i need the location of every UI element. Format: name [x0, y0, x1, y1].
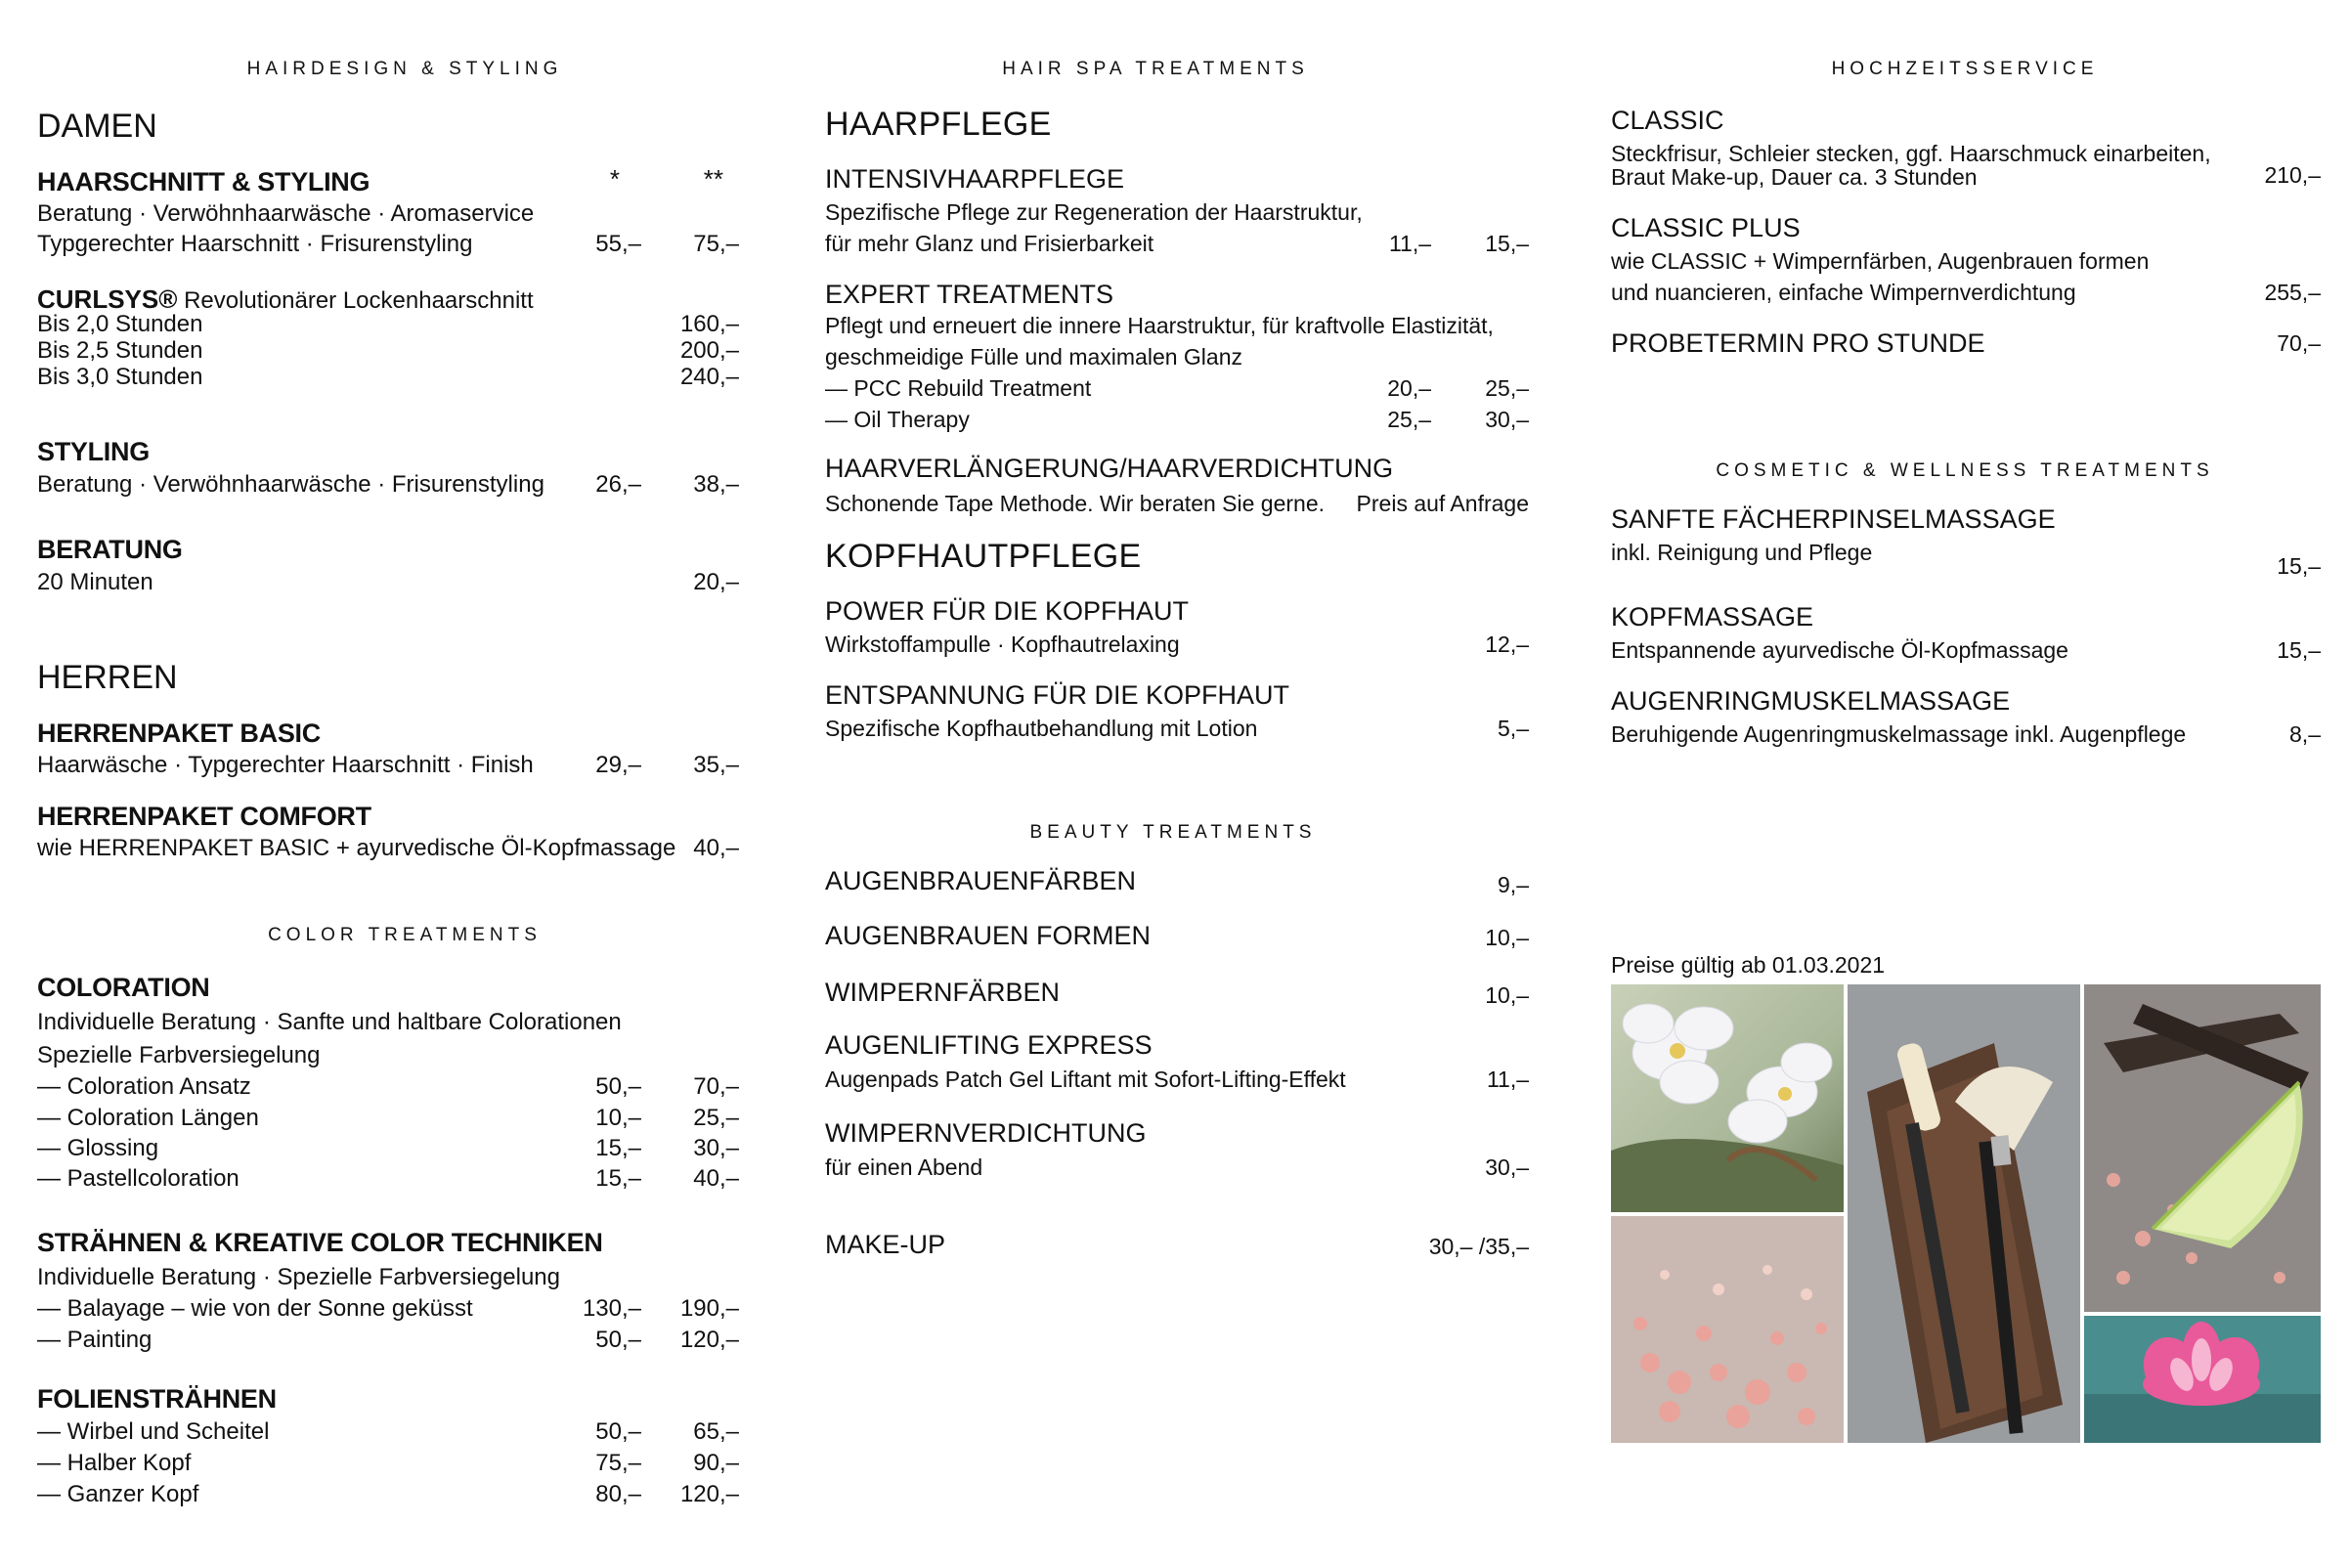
- folien-row-price-1: 50,–: [595, 1418, 641, 1445]
- salt-photo: [1611, 1216, 1844, 1443]
- folien-row-price-1: 75,–: [595, 1450, 641, 1476]
- folien-row-label: — Halber Kopf: [37, 1450, 192, 1476]
- price-haarverlaengerung: Preis auf Anfrage: [1356, 491, 1529, 516]
- price-beauty: 11,–: [1486, 1067, 1529, 1092]
- coloration-row-price-2: 25,–: [693, 1105, 739, 1131]
- price-herrenpaket-comfort: 40,–: [693, 835, 739, 861]
- section-header-cosmetic: COSMETIC & WELLNESS TREATMENTS: [1716, 460, 2214, 481]
- item-title-expert-treatments: EXPERT TREATMENTS: [825, 280, 1114, 309]
- straehnen-row-price-1: 50,–: [595, 1327, 641, 1353]
- price-beauty: 30,–: [1485, 1154, 1529, 1180]
- lotus-photo: [2084, 1316, 2321, 1443]
- price-classic-plus: 255,–: [2264, 280, 2321, 305]
- salt-illustration: [1611, 1216, 1844, 1443]
- item-desc-coloration-1: Individuelle Beratung · Sanfte und haltbare Colorationen: [37, 1009, 622, 1035]
- price-beauty: 10,–: [1485, 982, 1529, 1008]
- item-title-classic: CLASSIC: [1611, 106, 1724, 135]
- section-header-hairdesign: HAIRDESIGN & STYLING: [246, 59, 563, 79]
- validity-note: Preise gültig ab 01.03.2021: [1611, 952, 1886, 978]
- item-title-herrenpaket-basic: HERRENPAKET BASIC: [37, 719, 321, 748]
- item-title-haarverlaengerung: HAARVERLÄNGERUNG/HAARVERDICHTUNG: [825, 454, 1394, 483]
- folien-row-price-2: 90,–: [693, 1450, 739, 1476]
- item-desc-haarverlaengerung: Schonende Tape Methode. Wir beraten Sie gerne.: [825, 491, 1326, 516]
- price-intensiv-1: 11,–: [1388, 231, 1431, 256]
- item-desc-kopfmassage: Entspannende ayurvedische Öl-Kopfmassage: [1611, 637, 2068, 663]
- item-title-kopfmassage: KOPFMASSAGE: [1611, 602, 1814, 632]
- section-header-beauty: BEAUTY TREATMENTS: [1029, 822, 1317, 843]
- item-desc-expert-1: Pflegt und erneuert die innere Haarstruktur, für kraftvolle Elastizität,: [825, 313, 1494, 338]
- item-title-haarschnitt: HAARSCHNITT & STYLING: [37, 167, 370, 196]
- price-beauty: 30,– /35,–: [1428, 1234, 1529, 1259]
- expert-row-label: — Oil Therapy: [825, 407, 970, 432]
- expert-row-price-1: 20,–: [1387, 375, 1431, 401]
- section-header-hair-spa: HAIR SPA TREATMENTS: [1002, 59, 1309, 79]
- item-title-beauty: MAKE-UP: [825, 1230, 946, 1259]
- lime-illustration: [2084, 984, 2321, 1312]
- item-desc-beauty: Augenpads Patch Gel Liftant mit Sofort-Lifting-Effekt: [825, 1067, 1346, 1092]
- price-classic: 210,–: [2264, 162, 2321, 188]
- coloration-row-price-1: 10,–: [595, 1105, 641, 1131]
- item-title-straehnen: STRÄHNEN & KREATIVE COLOR TECHNIKEN: [37, 1228, 603, 1257]
- item-desc-augenring: Beruhigende Augenringmuskelmassage inkl. Augenpflege: [1611, 721, 2187, 747]
- orchid-photo: [1611, 984, 1844, 1212]
- expert-row-label: — PCC Rebuild Treatment: [825, 375, 1092, 401]
- straehnen-row-price-2: 120,–: [679, 1327, 739, 1353]
- price-entspannung-kopfhaut: 5,–: [1498, 716, 1529, 741]
- item-desc-classic-2: Braut Make-up, Dauer ca. 3 Stunden: [1611, 164, 1978, 190]
- coloration-row-label: — Pastellcoloration: [37, 1165, 239, 1192]
- item-desc-styling: Beratung · Verwöhnhaarwäsche · Frisurenstyling: [37, 471, 544, 498]
- item-desc-power-kopfhaut: Wirkstoffampulle · Kopfhautrelaxing: [825, 632, 1180, 657]
- item-title-coloration: COLORATION: [37, 973, 210, 1002]
- straehnen-row-price-2: 190,–: [679, 1295, 739, 1322]
- expert-row-price-1: 25,–: [1387, 407, 1431, 432]
- category-haarpflege: HAARPFLEGE: [825, 106, 1052, 143]
- item-title-beauty: AUGENBRAUENFÄRBEN: [825, 866, 1137, 895]
- brushes-illustration: [1848, 984, 2080, 1443]
- coloration-row-price-2: 40,–: [693, 1165, 739, 1192]
- item-desc-haarschnitt-1: Beratung · Verwöhnhaarwäsche · Aromaservice: [37, 200, 535, 227]
- brushes-photo: [1848, 984, 2080, 1443]
- curlsys-row-price: 200,–: [679, 337, 739, 364]
- item-desc-classic-plus-2: und nuancieren, einfache Wimpernverdichtung: [1611, 280, 2076, 305]
- price-beauty: 9,–: [1498, 872, 1529, 897]
- coloration-row-price-2: 70,–: [693, 1073, 739, 1100]
- price-herrenpaket-basic-1: 29,–: [595, 752, 641, 778]
- straehnen-row-price-1: 130,–: [582, 1295, 641, 1322]
- folien-row-price-2: 65,–: [693, 1418, 739, 1445]
- item-title-beauty: WIMPERNFÄRBEN: [825, 978, 1061, 1007]
- item-title-entspannung-kopfhaut: ENTSPANNUNG FÜR DIE KOPFHAUT: [825, 680, 1290, 710]
- coloration-row-price-1: 15,–: [595, 1165, 641, 1192]
- item-title-faecherpinsel: SANFTE FÄCHERPINSELMASSAGE: [1611, 504, 2056, 534]
- item-title-beauty: AUGENBRAUEN FORMEN: [825, 921, 1152, 950]
- price-augenring: 8,–: [2289, 721, 2321, 747]
- category-kopfhautpflege: KOPFHAUTPFLEGE: [825, 538, 1142, 575]
- coloration-row-price-1: 15,–: [595, 1135, 641, 1161]
- item-title-power-kopfhaut: POWER FÜR DIE KOPFHAUT: [825, 596, 1190, 626]
- item-desc-entspannung-kopfhaut: Spezifische Kopfhautbehandlung mit Lotion: [825, 716, 1258, 741]
- coloration-row-label: — Glossing: [37, 1135, 159, 1161]
- item-title-styling: STYLING: [37, 437, 150, 466]
- price-haarschnitt-2: 75,–: [693, 231, 739, 257]
- curlsys-subtitle: Revolutionärer Lockenhaarschnitt: [177, 287, 534, 314]
- price-kopfmassage: 15,–: [2277, 637, 2321, 663]
- section-header-color: COLOR TREATMENTS: [268, 925, 542, 945]
- item-title-classic-plus: CLASSIC PLUS: [1611, 213, 1801, 242]
- curlsys-brand: CURLSYS®: [37, 284, 178, 314]
- item-title-beratung: BERATUNG: [37, 535, 183, 564]
- item-desc-beratung: 20 Minuten: [37, 569, 153, 595]
- price-power-kopfhaut: 12,–: [1485, 632, 1529, 657]
- curlsys-row-price: 160,–: [679, 311, 739, 337]
- item-desc-coloration-2: Spezielle Farbversiegelung: [37, 1042, 321, 1068]
- section-header-hochzeit: HOCHZEITSSERVICE: [1831, 59, 2099, 79]
- item-desc-haarschnitt-2: Typgerechter Haarschnitt · Frisurenstyling: [37, 231, 473, 257]
- folien-row-label: — Wirbel und Scheitel: [37, 1418, 270, 1445]
- expert-row-price-2: 25,–: [1485, 375, 1529, 401]
- item-desc-straehnen: Individuelle Beratung · Spezielle Farbversiegelung: [37, 1264, 560, 1290]
- item-desc-classic-plus-1: wie CLASSIC + Wimpernfärben, Augenbrauen formen: [1611, 248, 2150, 274]
- coloration-row-label: — Coloration Ansatz: [37, 1073, 251, 1100]
- price-herrenpaket-basic-2: 35,–: [693, 752, 739, 778]
- curlsys-row-label: Bis 2,0 Stunden: [37, 311, 203, 337]
- price-haarschnitt-1: 55,–: [595, 231, 641, 257]
- price-styling-1: 26,–: [595, 471, 641, 498]
- item-title-herrenpaket-comfort: HERRENPAKET COMFORT: [37, 802, 371, 831]
- lime-photo: [2084, 984, 2321, 1312]
- price-column-star-1: *: [609, 164, 620, 194]
- category-damen: DAMEN: [37, 108, 157, 145]
- item-title-beauty: WIMPERNVERDICHTUNG: [825, 1118, 1147, 1148]
- price-intensiv-2: 15,–: [1485, 231, 1529, 256]
- item-desc-expert-2: geschmeidige Fülle und maximalen Glanz: [825, 344, 1242, 370]
- item-desc-herrenpaket-comfort: wie HERRENPAKET BASIC + ayurvedische Öl-Kopfmassage: [37, 835, 676, 861]
- item-title-probetermin: PROBETERMIN PRO STUNDE: [1611, 328, 1985, 358]
- item-title-folienstraehnen: FOLIENSTRÄHNEN: [37, 1384, 277, 1414]
- coloration-row-price-1: 50,–: [595, 1073, 641, 1100]
- price-styling-2: 38,–: [693, 471, 739, 498]
- folien-row-price-1: 80,–: [595, 1481, 641, 1507]
- item-desc-classic-1: Steckfrisur, Schleier stecken, ggf. Haarschmuck einarbeiten,: [1611, 141, 2211, 166]
- item-desc-intensiv-1: Spezifische Pflege zur Regeneration der Haarstruktur,: [825, 199, 1363, 225]
- price-column-star-2: **: [703, 164, 723, 194]
- price-probetermin: 70,–: [2277, 330, 2321, 356]
- coloration-row-label: — Coloration Längen: [37, 1105, 259, 1131]
- price-beratung: 20,–: [693, 569, 739, 595]
- straehnen-row-label: — Balayage – wie von der Sonne geküsst: [37, 1295, 473, 1322]
- item-desc-beauty: für einen Abend: [825, 1154, 983, 1180]
- curlsys-row-price: 240,–: [679, 364, 739, 390]
- item-title-augenring: AUGENRINGMUSKELMASSAGE: [1611, 686, 2011, 716]
- folien-row-label: — Ganzer Kopf: [37, 1481, 199, 1507]
- straehnen-row-label: — Painting: [37, 1327, 152, 1353]
- item-desc-intensiv-2: für mehr Glanz und Frisierbarkeit: [825, 231, 1154, 256]
- item-title-beauty: AUGENLIFTING EXPRESS: [825, 1030, 1153, 1060]
- price-faecherpinsel: 15,–: [2277, 553, 2321, 579]
- folien-row-price-2: 120,–: [679, 1481, 739, 1507]
- expert-row-price-2: 30,–: [1485, 407, 1529, 432]
- coloration-row-price-2: 30,–: [693, 1135, 739, 1161]
- item-title-intensivhaarpflege: INTENSIVHAARPFLEGE: [825, 164, 1125, 194]
- lotus-illustration: [2084, 1316, 2321, 1443]
- orchid-illustration: [1611, 984, 1844, 1212]
- item-desc-faecherpinsel: inkl. Reinigung und Pflege: [1611, 540, 1873, 565]
- price-beauty: 10,–: [1485, 925, 1529, 950]
- item-desc-herrenpaket-basic: Haarwäsche · Typgerechter Haarschnitt · Finish: [37, 752, 534, 778]
- curlsys-row-label: Bis 2,5 Stunden: [37, 337, 203, 364]
- curlsys-row-label: Bis 3,0 Stunden: [37, 364, 203, 390]
- category-herren: HERREN: [37, 659, 178, 696]
